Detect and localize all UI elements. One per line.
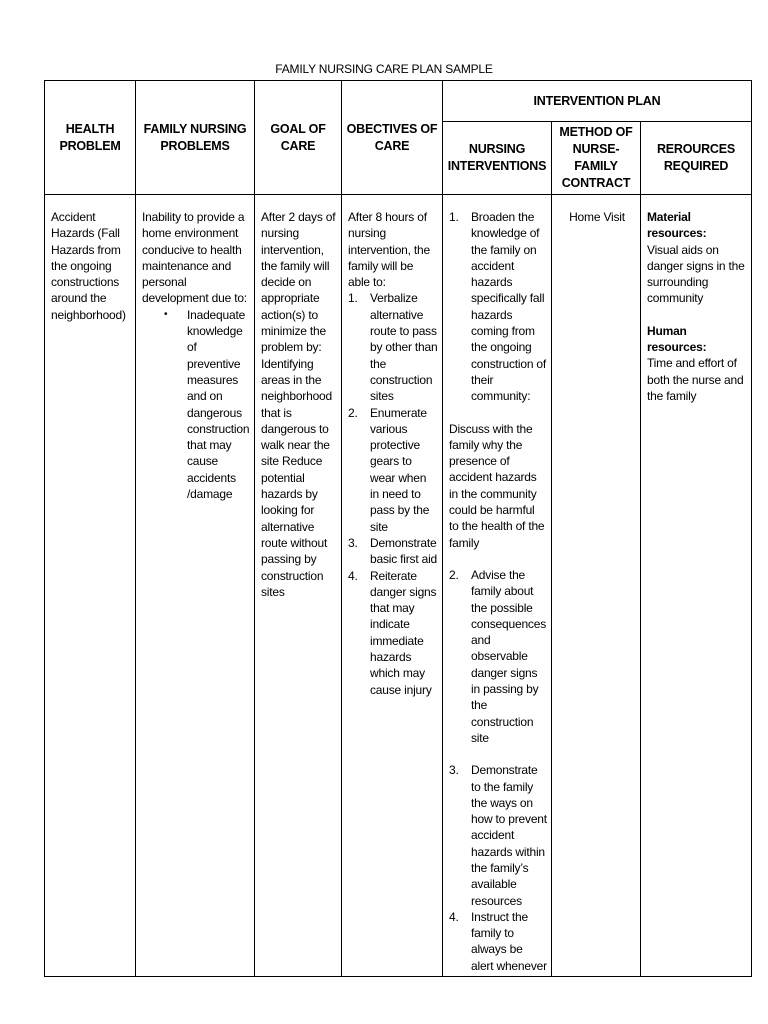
list-number: 2. <box>449 567 459 582</box>
document-title: FAMILY NURSING CARE PLAN SAMPLE <box>275 62 493 76</box>
list-number: 1. <box>449 210 459 224</box>
objective-text: Enumerate various protective gears to wear when in need to pass by the site <box>370 405 430 534</box>
family-problem-list <box>142 307 250 503</box>
material-resources-text: Visual aids on danger signs in the surrounding community <box>647 242 745 306</box>
material-resources-label: Material resources: <box>647 210 707 241</box>
header-nursing-interventions: NURSING INTERVENTIONS <box>443 122 552 195</box>
header-health-problem: HEALTH PROBLEM <box>45 81 136 195</box>
bullet-icon: • <box>164 308 168 320</box>
table-row <box>45 195 752 977</box>
list-number: 1. <box>348 291 358 306</box>
list-number: 4. <box>449 909 459 924</box>
list-item <box>160 307 250 503</box>
list-number: 3. <box>449 763 459 778</box>
health-problem-text: Accident Hazards (Fall Hazards from the ongoing constructions around the neighborhood) <box>51 210 126 322</box>
list-item <box>449 762 547 909</box>
cell-goal <box>255 195 342 977</box>
objective-text: Reiterate danger signs that may indicate immediate hazards which may cause injury <box>370 568 437 697</box>
care-plan-table <box>44 80 752 977</box>
header-row-1 <box>45 81 752 122</box>
cell-resources <box>641 195 752 977</box>
list-item <box>449 909 547 974</box>
cell-objectives <box>342 195 443 977</box>
list-number: 3. <box>348 535 358 550</box>
goal-text: After 2 days of nursing intervention, the family will decide on appropriate action(s) to minimize the problem by: Identifying areas in the neighborhood that is dangerous to walk near the site Reduce potential hazards by looking for alternative route without passing by construction sites <box>261 210 336 599</box>
header-objectives-of-care: OBECTIVES OF CARE <box>342 81 443 195</box>
objective-text: Demonstrate basic first aid <box>370 535 438 567</box>
intervention-text: Broaden the knowledge of the family on accident hazards specifically fall hazards coming from the ongoing construction of their community: <box>471 210 547 404</box>
list-item <box>348 568 438 698</box>
header-family-nursing-problems: FAMILY NURSING PROBLEMS <box>136 81 255 195</box>
cell-family-problem <box>136 195 255 977</box>
objectives-list <box>348 290 438 697</box>
list-item <box>449 209 547 405</box>
family-problem-bullet-text: Inadequate knowledge of preventive measures and on dangerous construction that may cause accidents /damage <box>187 307 250 502</box>
list-number: 4. <box>348 568 358 583</box>
objective-text: Verbalize alternative route to pass by other than the construction sites <box>370 291 438 404</box>
cell-interventions <box>443 195 552 977</box>
list-item <box>348 535 438 568</box>
list-number: 2. <box>348 405 358 420</box>
human-resources-text: Time and effort of both the nurse and the family <box>647 356 744 403</box>
method-text: Home Visit <box>569 210 625 224</box>
list-item <box>348 290 438 404</box>
header-method-of-contract: METHOD OF NURSE-FAMILY CONTRACT <box>552 122 641 195</box>
header-goal-of-care: GOAL OF CARE <box>255 81 342 195</box>
list-item <box>449 567 547 746</box>
cell-health-problem <box>45 195 136 977</box>
intervention-text: Instruct the family to always be alert whenever <box>471 909 547 973</box>
intervention-text: Advise the family about the possible consequences and observable danger signs in passing by the construction site <box>471 567 546 745</box>
header-intervention-plan: INTERVENTION PLAN <box>443 81 752 122</box>
intervention-discuss: Discuss with the family why the presence of accident hazards in the community could be harmful to the health of the family <box>449 421 545 550</box>
intervention-text: Demonstrate to the family the ways on how to prevent accident hazards within the family’s available resources <box>471 763 547 908</box>
family-problem-intro: Inability to provide a home environment conducive to health maintenance and personal development due to: <box>142 210 247 306</box>
list-item <box>348 405 438 535</box>
header-resources-required: REROURCES REQUIRED <box>641 122 752 195</box>
objectives-intro: After 8 hours of nursing intervention, the family will be able to: <box>348 210 430 290</box>
cell-method <box>552 195 641 977</box>
human-resources-label: Human resources: <box>647 323 707 355</box>
